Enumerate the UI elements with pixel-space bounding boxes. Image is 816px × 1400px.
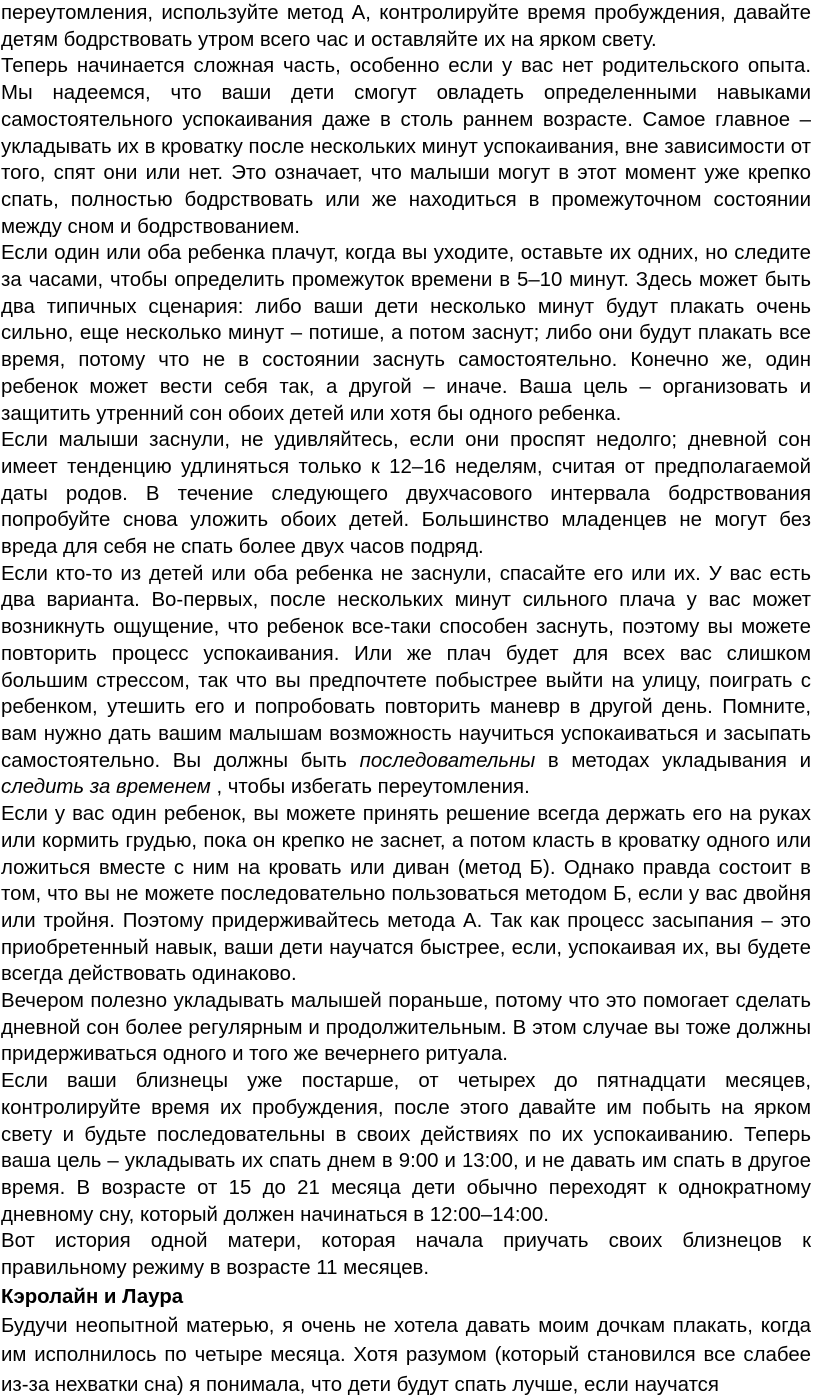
paragraph-5 bbox=[1, 561, 811, 801]
paragraph-5-text-c: , чтобы избегать переутомления. bbox=[210, 776, 530, 799]
paragraph-8: Если ваши близнецы уже постарше, от четырех до пятнадцати месяцев, контролируйте время их пробуждения, после этого давайте им побыть на ярком свету и будьте последовательны в своих действиях по их успокаиванию. Теперь ваша цель – укладывать их спать днем в 9:00 и 13:00, и не давать им спать в другое время. В возрасте от 15 до 21 месяца дети обычно переходят к однократному дневному сну, который должен начинаться в 12:00–14:00. bbox=[1, 1070, 811, 1226]
paragraph-1: переутомления, используйте метод А, контролируйте время пробуждения, давайте детям бодрствовать утром всего час и оставляйте их на ярком свету. bbox=[1, 2, 811, 51]
emphasis-watch-time: следить за временем bbox=[1, 776, 211, 799]
paragraph-9: Вот история одной матери, которая начала приучать своих близнецов к правильному режиму в возрасте 11 месяцев. bbox=[1, 1230, 811, 1280]
paragraph-5-text-a: Если кто-то из детей или оба ребенка не заснули, спасайте его или их. У вас есть два варианта. Во-первых, после нескольких минут сильного плача у вас может возникнуть ощущение, что ребенок все-таки способен заснуть, поэтому вы можете повторить процесс успокаивания. Или же плач будет для всех вас слишком большим стрессом, так что вы предпочтете побыстрее выйти на улицу, поиграть с ребенком, утешить его и попробовать повторить маневр в другой день. Помните, вам нужно дать вашим малышам возможность научиться успокаиваться и засыпать самостоятельно. Вы должны быть bbox=[1, 562, 811, 772]
paragraph-5-text-b: в методах укладывания и bbox=[535, 749, 811, 772]
section-heading: Кэролайн и Лаура bbox=[1, 1285, 184, 1308]
paragraph-7: Вечером полезно укладывать малышей пораньше, потому что это помогает сделать дневной сон более регулярным и продолжительным. В этом случае вы тоже должны придерживаться одного и того же вечернего ритуала. bbox=[1, 990, 811, 1066]
paragraph-4: Если малыши заснули, не удивляйтесь, если они проспят недолго; дневной сон имеет тенденцию удлиняться только к 12–16 неделям, считая от предполагаемой даты родов. В течение следующего двухчасового интервала бодрствования попробуйте снова уложить обоих детей. Большинство младенцев не могут без вреда для себя не спать более двух часов подряд. bbox=[1, 429, 811, 559]
paragraph-2: Теперь начинается сложная часть, особенно если у вас нет родительского опыта. Мы надеемся, что ваши дети смогут овладеть определенными навыками самостоятельного успокаивания даже в столь раннем возрасте. Самое главное – укладывать их в кроватку после нескольких минут успокаивания, вне зависимости от того, спят они или нет. Это означает, что малыши могут в этот момент уже крепко спать, полностью бодрствовать или же находиться в промежуточном состоянии между сном и бодрствованием. bbox=[1, 55, 811, 238]
emphasis-consistent: последовательны bbox=[359, 749, 536, 772]
paragraph-final: Будучи неопытной матерью, я очень не хотела давать моим дочкам плакать, когда им исполнилось по четыре месяца. Хотя разумом (который становился все слабее из-за нехватки сна) я понимала, что дети будут спать лучше, если научатся bbox=[1, 1314, 811, 1396]
paragraph-3: Если один или оба ребенка плачут, когда вы уходите, оставьте их одних, но следите за часами, чтобы определить промежуток времени в 5–10 минут. Здесь может быть два типичных сценария: либо ваши дети несколько минут будут плакать очень сильно, еще несколько минут – потише, а потом заснут; либо они будут плакать все время, потому что не в состоянии заснуть самостоятельно. Конечно же, один ребенок может вести себя так, а другой – иначе. Ваша цель – организовать и защитить утренний сон обоих детей или хотя бы одного ребенка. bbox=[1, 242, 811, 425]
paragraph-6: Если у вас один ребенок, вы можете принять решение всегда держать его на руках или кормить грудью, пока он крепко не заснет, а потом класть в кроватку одного или ложиться вместе с ним на кровать или диван (метод Б). Однако правда состоит в том, что вы не можете последовательно пользоваться методом Б, если у вас двойня или тройня. Поэтому придерживайтесь метода А. Так как процесс засыпания – это приобретенный навык, ваши дети научатся быстрее, если, успокаивая их, вы будете всегда действовать одинаково. bbox=[1, 803, 811, 986]
